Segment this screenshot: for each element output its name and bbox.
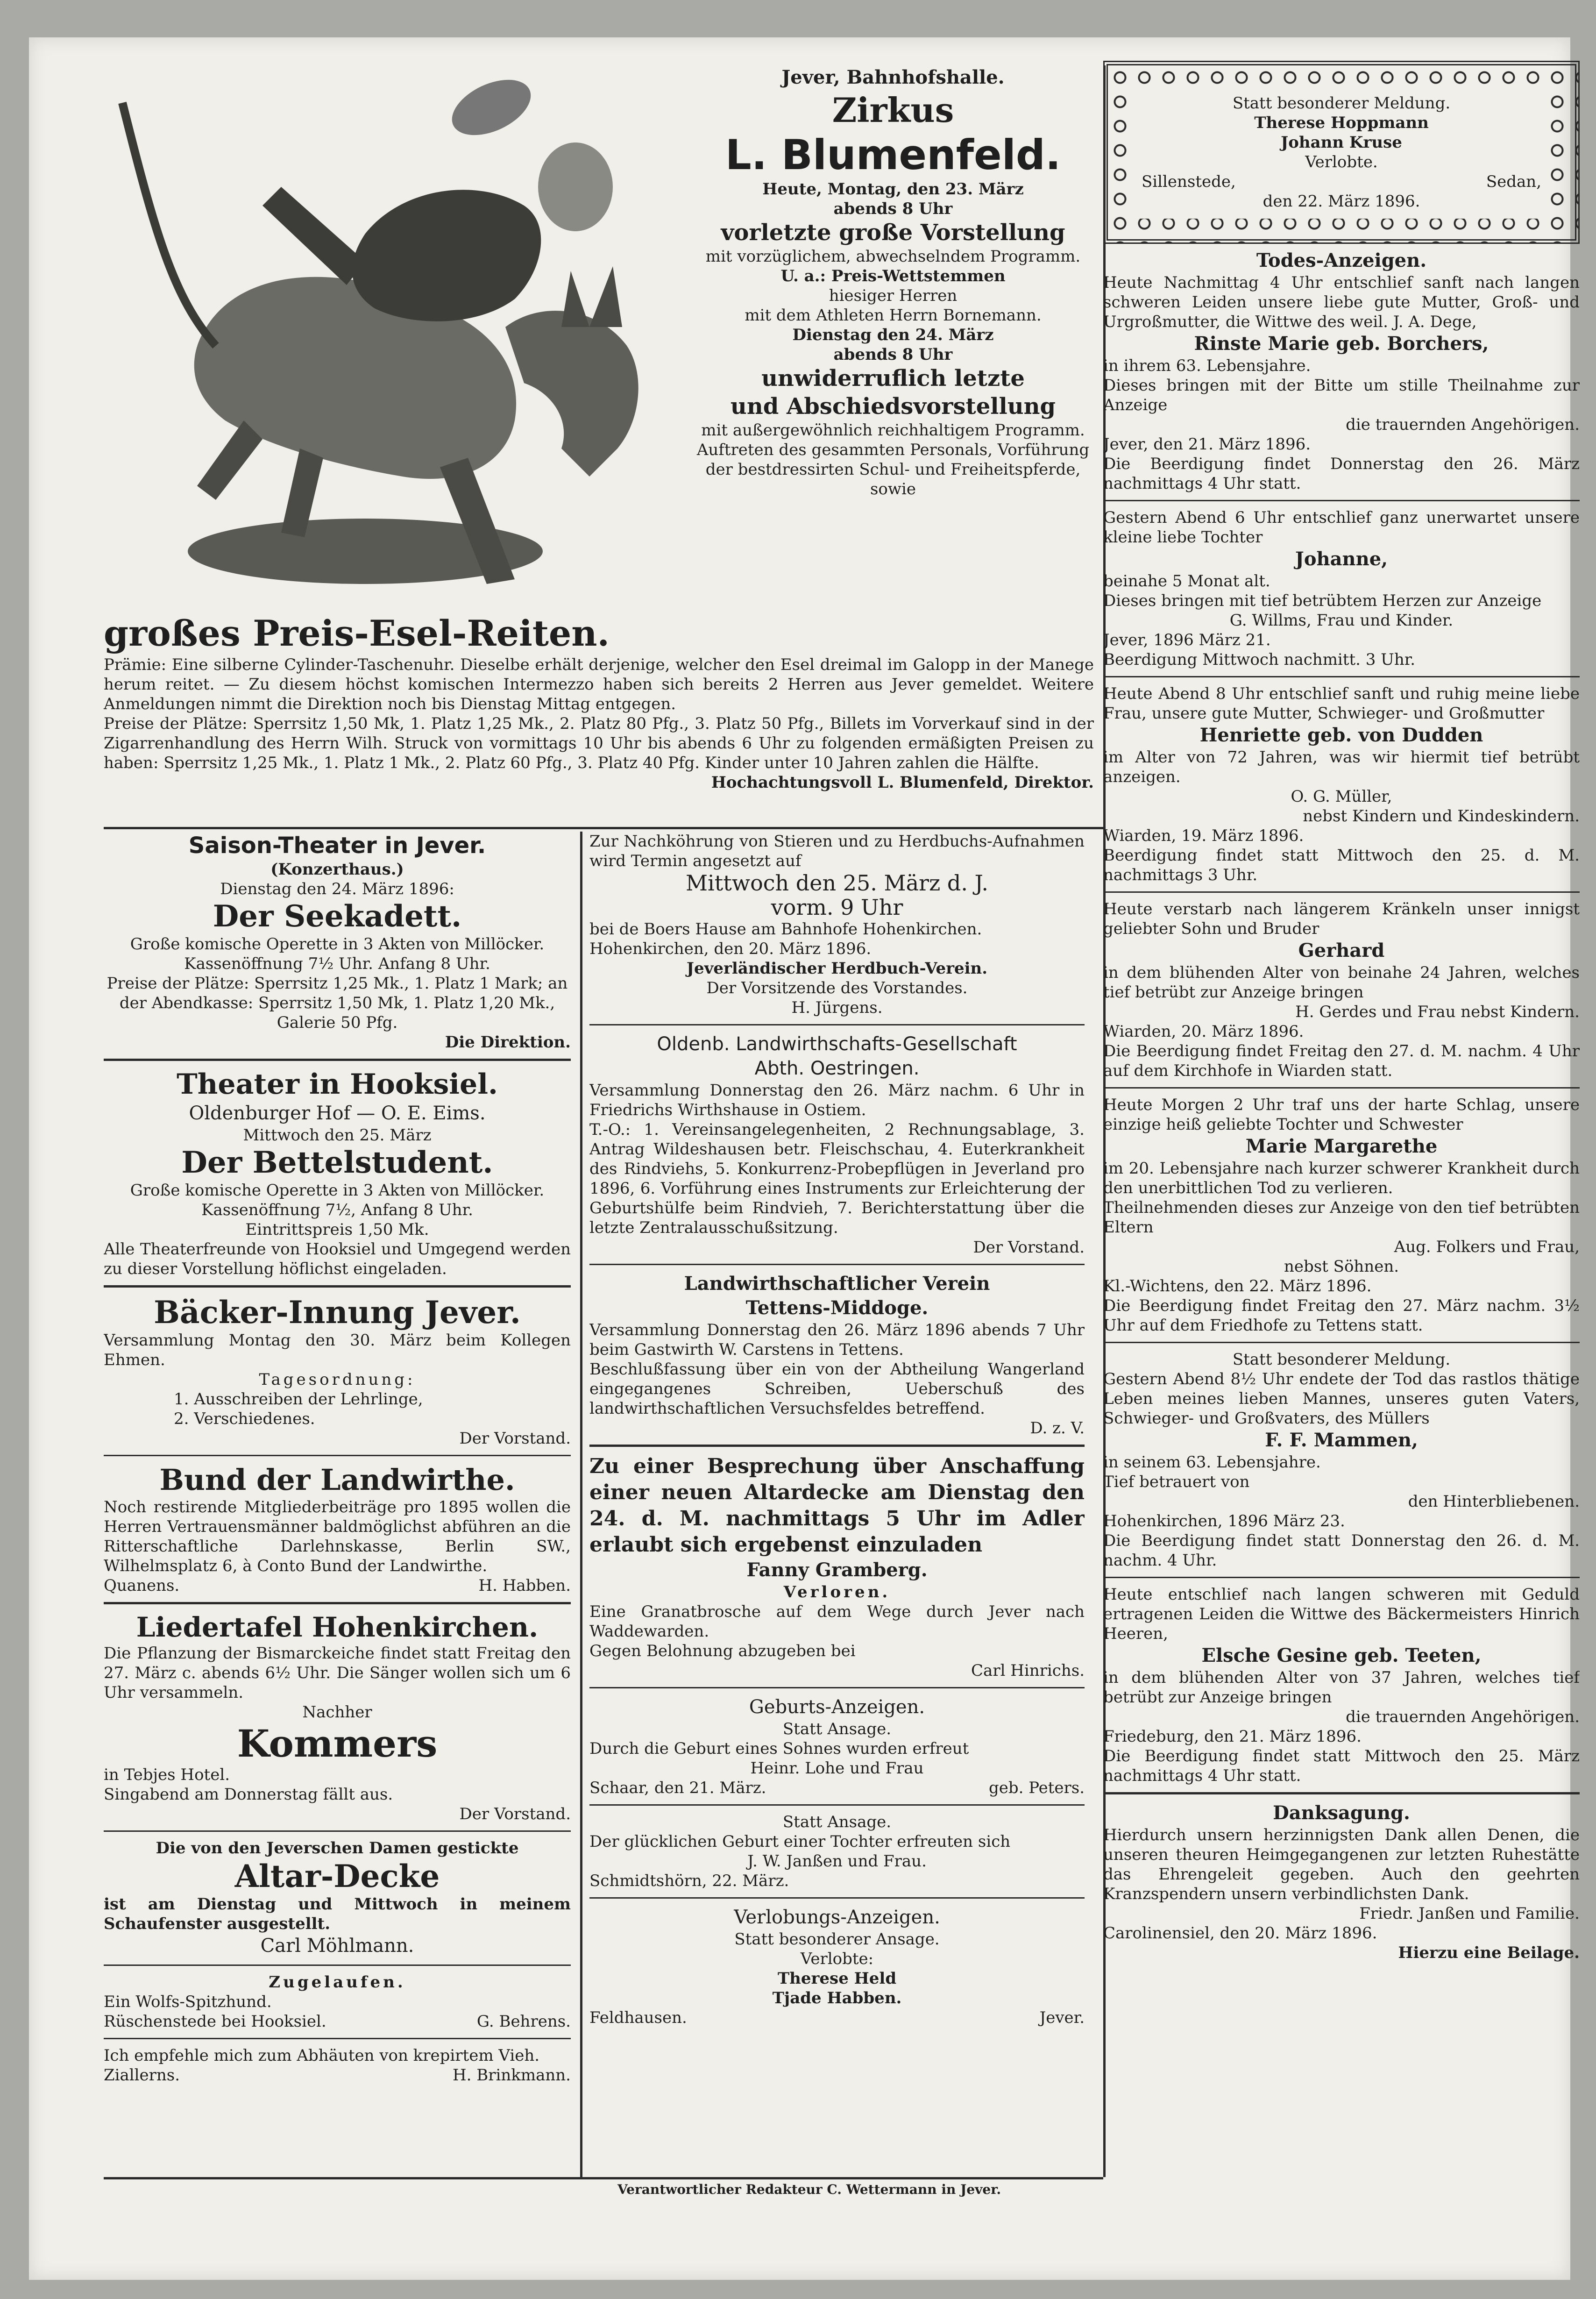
d6-name: F. F. Mammen,	[1265, 1429, 1418, 1451]
kommers-sign: Der Vorstand.	[459, 1805, 571, 1823]
donkey-tail	[122, 103, 216, 346]
bund-title: Bund der Landwirthe.	[159, 1463, 515, 1497]
verlob-pre: Statt besonderer Ansage.	[734, 1930, 940, 1949]
donkey-head	[505, 311, 638, 477]
rule	[104, 1830, 571, 1832]
zugelaufen-place: Rüschenstede bei Hooksiel.	[104, 2012, 326, 2031]
d4-body: Heute verstarb nach längerem Kränkeln unser innigst geliebter Sohn und Bruder	[1103, 900, 1580, 938]
d2-note: Dieses bringen mit tief betrübtem Herzen zur Anzeige	[1103, 591, 1542, 610]
saison-title: Saison-Theater in Jever.	[188, 833, 486, 859]
d5-age: im 20. Lebensjahre nach kurzer schwerer Krankheit durch den unerbittlichen Tod zu verlieren.	[1103, 1159, 1580, 1197]
verlob-name-1: Therese Held	[777, 1969, 897, 1988]
engagement-frame	[1103, 61, 1580, 244]
hooksiel-open: Kassenöffnung 7½, Anfang 8 Uhr.	[201, 1201, 473, 1219]
d6-date: Hohenkirchen, 1896 März 23.	[1103, 1512, 1345, 1530]
verloren-body2: Gegen Belohnung abzugeben bei	[589, 1642, 856, 1660]
d7-name: Elsche Gesine geb. Teeten,	[1201, 1644, 1482, 1666]
altar-body: ist am Dienstag und Mittwoch in meinem Schaufenster ausgestellt.	[104, 1895, 571, 1933]
d6-body: Gestern Abend 8½ Uhr endete der Tod das rastlos thätige Leben meines lieben Mannes, unseres guten Vaters, Schwieger- und Großvaters, des Müllers	[1103, 1370, 1580, 1428]
rule	[104, 1602, 571, 1604]
tettens-sub: Tettens-Middoge.	[745, 1297, 929, 1319]
rule	[589, 1024, 1085, 1025]
oldenb-title: Oldenb. Landwirthschafts-Gesellschaft	[657, 1033, 1017, 1055]
kommers-place: in Tebjes Hotel.	[104, 1765, 230, 1784]
rider-leg	[262, 187, 365, 285]
rider-body	[352, 190, 541, 321]
d1-age: in ihrem 63. Lebensjahre.	[1103, 356, 1311, 375]
dank-title: Danksagung.	[1273, 1802, 1410, 1824]
zirkus-title1: Zirkus	[832, 90, 954, 130]
baecker-item-2: 2. Verschiedenes.	[174, 1409, 315, 1428]
zugelaufen-body: Ein Wolfs-Spitzhund.	[104, 1993, 272, 2011]
altar-sign: Carl Möhlmann.	[260, 1935, 414, 1957]
zirkus-show3: und Abschiedsvorstellung	[730, 393, 1056, 420]
d3-body: Heute Abend 8 Uhr entschlief sanft und ruhig meine liebe Frau, unsere gute Mutter, Schwieger- und Großmutter	[1103, 684, 1580, 723]
d3-date: Wiarden, 19. März 1896.	[1103, 826, 1304, 845]
saison-show: Der Seekadett.	[213, 899, 462, 934]
baecker-title: Bäcker-Innung Jever.	[154, 1294, 521, 1331]
zirkus-ua: U. a.: Preis-Wettstemmen	[780, 267, 1006, 285]
d5-body: Heute Morgen 2 Uhr traf uns der harte Schlag, unsere einzige heiß geliebte Tochter und Schwester	[1103, 1096, 1580, 1134]
d3-burial: Beerdigung findet statt Mittwoch den 25. d. M. nachmittags 3 Uhr.	[1103, 846, 1580, 884]
d1-burial: Die Beerdigung findet Donnerstag den 26. März nachmittags 4 Uhr statt.	[1103, 455, 1580, 493]
hooksiel-note: Alle Theaterfreunde von Hooksiel und Umgegend werden zu dieser Vorstellung höflichst eingeladen.	[104, 1240, 571, 1278]
d2-body: Gestern Abend 6 Uhr entschlief ganz unerwartet unsere kleine liebe Tochter	[1103, 508, 1580, 547]
rider-head	[538, 142, 613, 231]
altar-meeting-body: Zu einer Besprechung über Anschaffung einer neuen Altardecke am Dienstag den 24. d. M. nachmittags 5 Uhr im Adler erlaubt sich ergebenst einzuladen	[589, 1454, 1085, 1557]
zirkus-body: Prämie: Eine silberne Cylinder-Taschenuhr. Dieselbe erhält derjenige, welcher den Esel dreimal im Galopp in der Manege herum reitet. — Zu diesem höchst komischen Intermezzo haben sich bereits 2 Herren aus Jever gemeldet. Weitere Anmeldungen nimmt die Direktion noch bis Dienstag Mittag entgegen.	[104, 655, 1094, 713]
hooksiel-title: Theater in Hooksiel.	[177, 1068, 498, 1101]
geburt2-place: Schmidtshörn, 22. März.	[589, 1872, 789, 1890]
d7-age: in dem blühenden Alter von 37 Jahren, welches tief betrübt zur Anzeige bringen	[1103, 1668, 1580, 1707]
d1-date: Jever, den 21. März 1896.	[1103, 435, 1311, 454]
rule	[104, 1059, 571, 1061]
d1-note: Dieses bringen mit der Bitte um stille Theilnahme zur Anzeige	[1103, 376, 1580, 414]
hooksiel-date: Mittwoch den 25. März	[243, 1126, 432, 1145]
left-column	[104, 832, 571, 2224]
footer-rule	[104, 2177, 1103, 2179]
rule	[1103, 1342, 1580, 1343]
d2-burial: Beerdigung Mittwoch nachmitt. 3 Uhr.	[1103, 650, 1416, 669]
saison-date: Dienstag den 24. März 1896:	[220, 880, 454, 898]
d5-date: Kl.-Wichtens, den 22. März 1896.	[1103, 1277, 1372, 1295]
hooksiel-sub: Oldenburger Hof — O. E. Eims.	[189, 1103, 486, 1124]
d1-body: Heute Nachmittag 4 Uhr entschlief sanft nach langen schweren Leiden unsere liebe gute Mutter, Groß- und Urgroßmutter, die Wittwe des weil. J. A. Dege,	[1103, 273, 1580, 331]
frame-place-2: Sedan,	[1486, 172, 1541, 191]
herd-time: vorm. 9 Uhr	[771, 895, 903, 920]
d5-note: Theilnehmenden dieses zur Anzeige von den tief betrübten Eltern	[1103, 1198, 1580, 1237]
rule	[104, 1455, 571, 1456]
tettens-body2: Beschlußfassung über ein von der Abtheilung Wangerland eingegangenes Schreiben, Ueberschuß des landwirthschaftlichen Versuchsfeldes betreffend.	[589, 1360, 1085, 1418]
zirkus-ad	[692, 65, 1094, 499]
altar-title: Altar-Decke	[234, 1858, 440, 1894]
geburt1-place: Schaar, den 21. März.	[589, 1779, 766, 1797]
zirkus-ua3: mit dem Athleten Herrn Bornemann.	[745, 306, 1042, 325]
zugelaufen-sign: G. Behrens.	[476, 2012, 571, 2031]
hooksiel-desc: Große komische Operette in 3 Akten von Millöcker.	[130, 1181, 545, 1200]
right-column	[1103, 61, 1580, 2233]
zirkus-desc3: Auftreten des gesammten Personals, Vorführung der bestdressirten Schul- und Freiheitspferde, sowie	[696, 441, 1090, 498]
flying-hat	[443, 69, 539, 147]
d7-date: Friedeburg, den 21. März 1896.	[1103, 1727, 1362, 1746]
frame-name-2: Johann Kruse	[1281, 133, 1402, 152]
tettens-sign: D. z. V.	[1030, 1419, 1085, 1438]
d5-sign2: nebst Söhnen.	[1284, 1257, 1399, 1276]
tettens-title: Landwirthschaftlicher Verein	[684, 1273, 990, 1295]
d3-sign: O. G. Müller,	[1291, 787, 1392, 806]
hooksiel-show: Der Bettelstudent.	[181, 1145, 493, 1180]
oldenb-sign: Der Vorstand.	[973, 1238, 1085, 1257]
d4-sign: H. Gerdes und Frau nebst Kindern.	[1295, 1003, 1580, 1021]
middle-column	[589, 832, 1085, 2224]
d6-burial: Die Beerdigung findet statt Donnerstag den 26. d. M. nachm. 4 Uhr.	[1103, 1531, 1580, 1570]
rule	[1103, 1577, 1580, 1578]
rule	[104, 2038, 571, 2039]
zirkus-date1: Heute, Montag, den 23. März	[762, 180, 1024, 199]
verlob-title: Verlobungs-Anzeigen.	[734, 1907, 940, 1928]
column-rule	[580, 832, 582, 2177]
d5-name: Marie Margarethe	[1245, 1135, 1438, 1157]
d7-burial: Die Beerdigung findet statt Mittwoch den 25. März nachmittags 4 Uhr statt.	[1103, 1747, 1580, 1785]
brinkmann-place: Ziallerns.	[104, 2066, 180, 2085]
d7-sign: die trauernden Angehörigen.	[1346, 1708, 1580, 1726]
d3-age: im Alter von 72 Jahren, was wir hiermit tief betrübt anzeigen.	[1103, 748, 1580, 786]
verlob-place-1: Feldhausen.	[589, 2008, 687, 2027]
geburt1-body: Durch die Geburt eines Sohnes wurden erfreut	[589, 1739, 969, 1758]
frame-name-1: Therese Hoppmann	[1254, 114, 1429, 132]
frame-place-1: Sillenstede,	[1142, 172, 1236, 191]
saison-sign: Die Direktion.	[445, 1033, 571, 1052]
baecker-agenda: Tagesordnung:	[259, 1370, 416, 1389]
zirkus-date2: Dienstag den 24. März	[792, 326, 994, 344]
zirkus-title2: L. Blumenfeld.	[725, 131, 1061, 179]
kommers-note: Singabend am Donnerstag fällt aus.	[104, 1785, 393, 1804]
rule	[1103, 891, 1580, 893]
kommers-title: Kommers	[237, 1722, 438, 1765]
zirkus-ua2: hiesiger Herren	[829, 286, 958, 305]
d3-name: Henriette geb. von Dudden	[1199, 724, 1483, 746]
d6-sign: den Hinterbliebenen.	[1408, 1492, 1580, 1511]
rule	[589, 1445, 1085, 1447]
geburt2-body: Der glücklichen Geburt einer Tochter erfreuten sich	[589, 1832, 1011, 1851]
bund-body: Noch restirende Mitgliederbeiträge pro 1895 wollen die Herren Vertrauensmänner baldmöglichst abführen an die Ritterschaftliche Darlehnskasse, Berlin SW., Wilhelmsplatz 6, à Conto Bund der Landwirthe.	[104, 1498, 571, 1575]
d3-sign2: nebst Kindern und Kindeskindern.	[1303, 807, 1580, 826]
footer-editor: Verantwortlicher Redakteur C. Wettermann in Jever.	[617, 2182, 1001, 2197]
d5-sign: Aug. Folkers und Frau,	[1394, 1238, 1580, 1256]
oldenb-body: Versammlung Donnerstag den 26. März nachm. 6 Uhr in Friedrichs Wirthshause in Ostiem.	[589, 1081, 1085, 1119]
herd-body: Zur Nachköhrung von Stieren und zu Herdbuchs-Aufnahmen wird Termin angesetzt auf	[589, 832, 1085, 870]
zirkus-lower	[104, 612, 1094, 792]
verlob-name-2: Tjade Habben.	[772, 1989, 902, 2007]
d2-age: beinahe 5 Monat alt.	[1103, 572, 1270, 591]
d2-date: Jever, 1896 März 21.	[1103, 631, 1271, 649]
d1-name: Rinste Marie geb. Borchers,	[1194, 333, 1489, 355]
bund-sign: H. Habben.	[478, 1576, 571, 1595]
tettens-body: Versammlung Donnerstag den 26. März 1896 abends 7 Uhr beim Gastwirth W. Carstens in Tettens.	[589, 1321, 1085, 1359]
d6-note: Tief betrauert von	[1103, 1473, 1250, 1491]
zirkus-location: Jever, Bahnhofshalle.	[781, 66, 1005, 88]
d6-pre: Statt besonderer Meldung.	[1232, 1350, 1451, 1369]
zirkus-prices: Preise der Plätze: Sperrsitz 1,50 Mk, 1. Platz 1,25 Mk., 2. Platz 80 Pfg., 3. Platz 50 Pfg., Billets im Vorverkauf sind in der Zigarrenhandlung des Herrn Wilh. Struck von vormittags 10 Uhr bis abends 6 Uhr zu folgenden ermäßigten Preisen zu haben: Sperrsitz 1,25 Mk., 1. Platz 1 Mk., 2. Platz 60 Pfg., 3. Platz 40 Pfg. Kinder unter 10 Jahren zahlen die Hälfte.	[104, 714, 1094, 772]
d7-body: Heute entschlief nach langen schweren mit Geduld ertragenen Leiden die Wittwe des Bäckermeisters Hinrich Heeren,	[1103, 1585, 1580, 1643]
zirkus-desc2: mit außergewöhnlich reichhaltigem Programm.	[701, 421, 1085, 440]
geburt2-pre: Statt Ansage.	[782, 1813, 892, 1831]
herd-date: Mittwoch den 25. März d. J.	[685, 870, 989, 896]
geburt1-pre: Statt Ansage.	[782, 1720, 892, 1738]
oldenb-agenda: T.-O.: 1. Vereinsangelegenheiten, 2 Rechnungsablage, 3. Antrag Wildeshausen betr. Fleischschau, 4. Euterkrankheit des Rindviehs, 5. Konkurrenz-Probepflügen in Jeverland pro 1896, 6. Vorführung eines Instruments zur Erleichterung der Geburtshülfe beim Rindvieh, 7. Berichterstattung über die letzte Zentralausschußsitzung.	[589, 1120, 1085, 1237]
zirkus-headline: großes Preis-Esel-Reiten.	[104, 612, 610, 654]
saison-prices: Preise der Plätze: Sperrsitz 1,25 Mk., 1. Platz 1 Mark; an der Abendkasse: Sperrsitz 1,50 Mk, 1. Platz 1,20 Mk., Galerie 50 Pfg.	[106, 974, 568, 1032]
lieder-title: Liedertafel Hohenkirchen.	[136, 1611, 539, 1643]
baecker-body: Versammlung Montag den 30. März beim Kollegen Ehmen.	[104, 1331, 571, 1369]
todes-title: Todes-Anzeigen.	[1256, 249, 1427, 271]
d6-age: in seinem 63. Lebensjahre.	[1103, 1453, 1321, 1472]
herd-datel: Hohenkirchen, den 20. März 1896.	[589, 940, 872, 958]
lieder-body: Die Pflanzung der Bismarckeiche findet statt Freitag den 27. März c. abends 6½ Uhr. Die Sänger wollen sich um 6 Uhr versammeln.	[104, 1644, 571, 1702]
geburt1-born: geb. Peters.	[988, 1779, 1085, 1797]
oldenb-sub: Abth. Oestringen.	[754, 1058, 920, 1079]
zirkus-show1: vorletzte große Vorstellung	[721, 220, 1065, 246]
frame-pre: Statt besonderer Meldung.	[1232, 94, 1451, 113]
d4-age: in dem blühenden Alter von beinahe 24 Jahren, welches tief betrübt zur Anzeige bringen	[1103, 963, 1580, 1002]
verloren-title: Verloren.	[783, 1583, 891, 1601]
rule	[104, 1964, 571, 1966]
d4-burial: Die Beerdigung findet Freitag den 27. d. M. nachm. 4 Uhr auf dem Kirchhofe in Wiarden statt.	[1103, 1042, 1580, 1080]
saison-open: Kassenöffnung 7½ Uhr. Anfang 8 Uhr.	[184, 954, 490, 973]
frame-date: den 22. März 1896.	[1263, 192, 1420, 211]
verlob-label: Verlobte:	[800, 1950, 874, 1968]
brinkmann-sign: H. Brinkmann.	[453, 2066, 571, 2085]
herd-place: bei de Boers Hause am Bahnhofe Hohenkirchen.	[589, 920, 982, 939]
zirkus-time1: abends 8 Uhr	[833, 199, 953, 218]
zugelaufen-title: Zugelaufen.	[269, 1973, 406, 1992]
verlob-place-2: Jever.	[1039, 2008, 1085, 2027]
rule	[1103, 676, 1580, 677]
zirkus-show2: unwiderruflich letzte	[761, 365, 1025, 391]
brinkmann-body: Ich empfehle mich zum Abhäuten von krepirtem Vieh.	[104, 2046, 540, 2065]
altar-pre: Die von den Jeverschen Damen gestickte	[156, 1839, 519, 1858]
rule	[589, 1687, 1085, 1688]
rule	[589, 1264, 1085, 1265]
hooksiel-entry: Eintrittspreis 1,50 Mk.	[245, 1220, 429, 1239]
bund-place: Quanens.	[104, 1576, 180, 1595]
donkey-ears	[561, 266, 622, 327]
baecker-item-1: 1. Ausschreiben der Lehrlinge,	[174, 1390, 423, 1409]
rule	[104, 1285, 571, 1288]
geburt-title: Geburts-Anzeigen.	[749, 1696, 925, 1718]
herd-chair: Der Vorsitzende des Vorstandes.	[706, 979, 968, 997]
dank-sign: Friedr. Janßen und Familie.	[1359, 1904, 1580, 1923]
zirkus-desc1: mit vorzüglichem, abwechselndem Programm.	[705, 247, 1081, 266]
lieder-nachher: Nachher	[302, 1703, 372, 1722]
verloren-sign: Carl Hinrichs.	[971, 1661, 1085, 1680]
rule	[589, 1897, 1085, 1899]
saison-desc: Große komische Operette in 3 Akten von Millöcker.	[130, 935, 545, 954]
zirkus-time2: abends 8 Uhr	[833, 345, 953, 364]
herd-org: Jeverländischer Herdbuch-Verein.	[686, 959, 988, 978]
newspaper-page	[29, 37, 1580, 2280]
dank-date: Carolinensiel, den 20. März 1896.	[1103, 1924, 1377, 1943]
beilage-note: Hierzu eine Beilage.	[1398, 1943, 1580, 1962]
d1-sign: die trauernden Angehörigen.	[1346, 415, 1580, 434]
baecker-sign: Der Vorstand.	[459, 1429, 571, 1448]
geburt1-names: Heinr. Lohe und Frau	[750, 1759, 924, 1778]
rule	[1103, 500, 1580, 501]
d2-name: Johanne,	[1295, 548, 1388, 570]
rule	[1103, 1792, 1580, 1794]
d4-date: Wiarden, 20. März 1896.	[1103, 1022, 1304, 1041]
d5-burial: Die Beerdigung findet Freitag den 27. März nachm. 3½ Uhr auf dem Friedhofe zu Tettens statt.	[1103, 1296, 1580, 1335]
herd-sign: H. Jürgens.	[791, 998, 883, 1017]
zirkus-sign: Hochachtungsvoll L. Blumenfeld, Direktor.	[711, 773, 1094, 792]
rule	[589, 1804, 1085, 1806]
dank-body: Hierdurch unsern herzinnigsten Dank allen Denen, die unseren theuren Heimgegangenen zur letzten Ruhestätte das Ehrengeleit gegeben. Auch den geehrten Kranzspendern unsern verbindlichsten Dank.	[1103, 1826, 1580, 1903]
geburt2-names: J. W. Janßen und Frau.	[747, 1852, 927, 1871]
frame-label: Verlobte.	[1305, 153, 1378, 171]
d2-sign: G. Willms, Frau und Kinder.	[1229, 611, 1454, 630]
donkey-rider-illustration	[104, 65, 748, 617]
saison-sub: (Konzerthaus.)	[270, 860, 404, 879]
d4-name: Gerhard	[1298, 940, 1385, 961]
section-rule	[104, 827, 1103, 829]
verloren-body: Eine Granatbrosche auf dem Wege durch Jever nach Waddewarden.	[589, 1602, 1085, 1641]
rule	[1103, 1087, 1580, 1089]
altar-meeting-sign: Fanny Gramberg.	[746, 1559, 928, 1581]
